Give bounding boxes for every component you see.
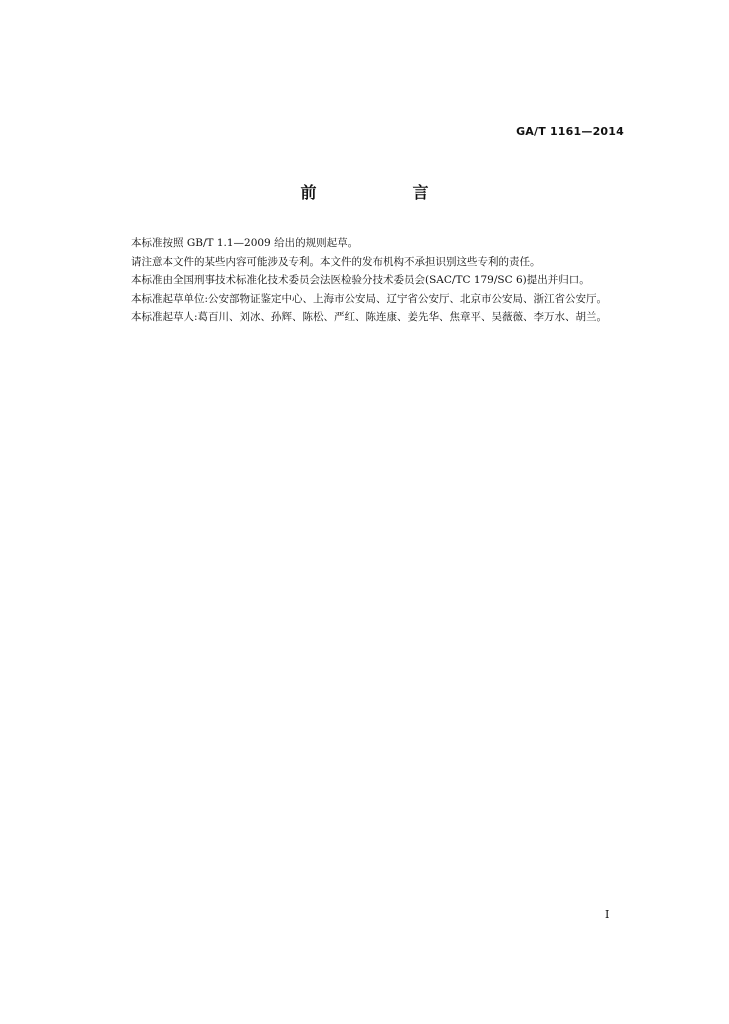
paragraph-drafting-units: 本标准起草单位:公安部物证鉴定中心、上海市公安局、辽宁省公安厅、北京市公安局、浙江省公安厅。 bbox=[131, 292, 608, 305]
paragraph-proposer: 本标准由全国刑事技术标准化技术委员会法医检验分技术委员会(SAC/TC 179/SC 6)提出并归口。 bbox=[131, 274, 590, 286]
standard-code: GA/T 1161—2014 bbox=[516, 125, 624, 138]
document-body bbox=[110, 234, 620, 327]
page-title: 前 言 bbox=[300, 183, 469, 202]
paragraph-drafting-rules: 本标准按照 GB/T 1.1—2009 给出的规则起草。 bbox=[131, 237, 359, 249]
page-number: I bbox=[605, 908, 610, 921]
paragraph-patent-notice: 请注意本文件的某些内容可能涉及专利。本文件的发布机构不承担识别这些专利的责任。 bbox=[131, 255, 541, 268]
paragraph-drafters: 本标准起草人:葛百川、刘冰、孙辉、陈松、严红、陈连康、姜先华、焦章平、吴薇薇、李万水、胡兰。 bbox=[131, 311, 608, 323]
